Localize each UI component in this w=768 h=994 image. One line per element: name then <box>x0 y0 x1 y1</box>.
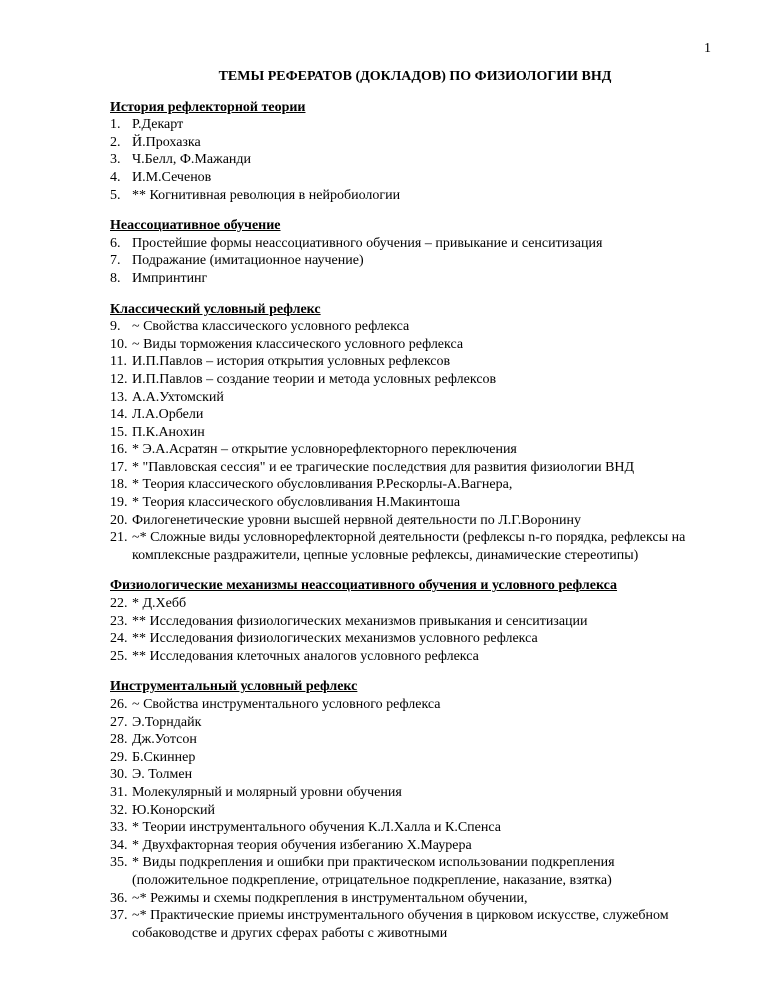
item-text: Л.А.Орбели <box>132 407 204 423</box>
item-text: * "Павловская сессия" и ее трагические последствия для развития физиологии ВНД <box>132 459 635 475</box>
item-text: Импринтинг <box>132 270 208 286</box>
list-item <box>110 766 710 784</box>
item-number: 4. <box>110 169 121 185</box>
item-text: Ч.Белл, Ф.Мажанди <box>132 152 252 168</box>
list-item <box>110 714 710 732</box>
item-text: ~ Свойства классического условного рефлекса <box>132 319 410 335</box>
page-number: 1 <box>704 41 711 56</box>
item-text: ~ Виды торможения классического условного рефлекса <box>132 336 464 352</box>
item-number: 8. <box>110 270 121 286</box>
topic-list <box>110 116 710 204</box>
item-text: Р.Декарт <box>132 117 184 133</box>
item-number: 6. <box>110 235 121 251</box>
topic-list <box>110 318 710 564</box>
list-item <box>110 819 710 837</box>
sections-container <box>110 99 710 943</box>
item-text: Э. Толмен <box>132 767 193 783</box>
item-number: 5. <box>110 187 121 203</box>
list-item <box>110 318 710 336</box>
item-text: * Д.Хебб <box>132 596 187 612</box>
page-title: ТЕМЫ РЕФЕРАТОВ (ДОКЛАДОВ) ПО ФИЗИОЛОГИИ ВНД <box>218 69 612 84</box>
item-number: 25. <box>110 648 128 664</box>
item-text: Дж.Уотсон <box>132 732 197 748</box>
section-heading: История рефлекторной теории <box>110 99 306 115</box>
item-number: 12. <box>110 371 128 387</box>
document-body <box>110 68 710 955</box>
topic-list <box>110 696 710 942</box>
item-number: 16. <box>110 442 128 458</box>
item-text: А.А.Ухтомский <box>132 389 224 405</box>
item-text: * Виды подкрепления и ошибки при практическом использовании подкрепления (положительное подкрепление, отрицательное подкрепление, наказание, взятка) <box>132 855 615 888</box>
list-item <box>110 613 710 631</box>
item-number: 33. <box>110 820 128 836</box>
item-text: П.К.Анохин <box>132 424 205 440</box>
item-number: 32. <box>110 802 128 818</box>
item-number: 29. <box>110 749 128 765</box>
list-item <box>110 731 710 749</box>
list-item <box>110 784 710 802</box>
list-item <box>110 134 710 152</box>
list-item <box>110 529 710 564</box>
item-number: 18. <box>110 477 128 493</box>
item-number: 14. <box>110 407 128 423</box>
item-text: * Теории инструментального обучения К.Л.Халла и К.Спенса <box>132 820 501 836</box>
list-item <box>110 494 710 512</box>
item-number: 36. <box>110 890 128 906</box>
list-item <box>110 459 710 477</box>
topic-list <box>110 595 710 665</box>
item-number: 28. <box>110 732 128 748</box>
item-number: 24. <box>110 631 128 647</box>
list-item <box>110 187 710 205</box>
list-item <box>110 749 710 767</box>
list-item <box>110 854 710 889</box>
item-number: 19. <box>110 495 128 511</box>
item-text: И.П.Павлов – история открытия условных рефлексов <box>132 354 451 370</box>
list-item <box>110 169 710 187</box>
list-item <box>110 648 710 666</box>
item-number: 27. <box>110 714 128 730</box>
list-item <box>110 890 710 908</box>
list-item <box>110 336 710 354</box>
item-text: ** Исследования физиологических механизмов условного рефлекса <box>132 631 538 647</box>
item-number: 20. <box>110 512 128 528</box>
item-number: 37. <box>110 908 128 924</box>
list-item <box>110 696 710 714</box>
item-text: И.М.Сеченов <box>132 169 212 185</box>
item-number: 3. <box>110 152 121 168</box>
item-number: 2. <box>110 134 121 150</box>
item-number: 11. <box>110 354 127 370</box>
item-text: * Теория классического обусловливания Н.Макинтоша <box>132 495 461 511</box>
item-text: Филогенетические уровни высшей нервной деятельности по Л.Г.Воронину <box>132 512 582 528</box>
item-text: ~* Сложные виды условнорефлекторной деятельности (рефлексы n-го порядка, рефлексы на комплексные раздражители, цепные условные рефлексы, динамические стереотипы) <box>132 530 686 563</box>
section-heading: Неассоциативное обучение <box>110 218 281 234</box>
list-item <box>110 116 710 134</box>
item-text: ~ Свойства инструментального условного рефлекса <box>132 697 441 712</box>
list-item <box>110 441 710 459</box>
item-number: 15. <box>110 424 128 440</box>
item-number: 30. <box>110 767 128 783</box>
item-text: * Э.А.Асратян – открытие условнорефлекторного переключения <box>132 442 517 458</box>
item-number: 35. <box>110 855 128 871</box>
item-text: Э.Торндайк <box>132 714 202 730</box>
list-item <box>110 151 710 169</box>
list-item <box>110 630 710 648</box>
list-item <box>110 371 710 389</box>
list-item <box>110 235 710 253</box>
section <box>110 577 710 665</box>
list-item <box>110 907 710 942</box>
list-item <box>110 512 710 530</box>
list-item <box>110 802 710 820</box>
list-item <box>110 424 710 442</box>
section-heading: Физиологические механизмы неассоциативного обучения и условного рефлекса <box>110 578 618 594</box>
topic-list <box>110 235 710 288</box>
item-text: * Теория классического обусловливания Р.Рескорлы-А.Вагнера, <box>132 477 513 493</box>
item-text: ~* Практические приемы инструментального обучения в цирковом искусстве, служебном собаководстве и других сферах работы с животными <box>132 908 669 941</box>
section-heading: Классический условный рефлекс <box>110 301 321 317</box>
section-heading: Инструментальный условный рефлекс <box>110 679 358 695</box>
section <box>110 678 710 942</box>
section <box>110 99 710 205</box>
item-number: 1. <box>110 117 121 133</box>
list-item <box>110 389 710 407</box>
list-item <box>110 595 710 613</box>
item-number: 31. <box>110 784 128 800</box>
item-text: ~* Режимы и схемы подкрепления в инструментальном обучении, <box>132 890 528 906</box>
item-text: И.П.Павлов – создание теории и метода условных рефлексов <box>132 371 497 387</box>
item-text: ** Исследования физиологических механизмов привыкания и сенситизации <box>132 613 588 629</box>
list-item <box>110 252 710 270</box>
item-number: 10. <box>110 336 128 352</box>
item-text: * Двухфакторная теория обучения избеганию Х.Маурера <box>132 837 472 853</box>
list-item <box>110 353 710 371</box>
item-number: 9. <box>110 319 121 335</box>
item-text: Подражание (имитационное научение) <box>132 253 364 269</box>
item-number: 21. <box>110 530 128 546</box>
section <box>110 301 710 565</box>
item-number: 17. <box>110 459 128 475</box>
item-number: 34. <box>110 837 128 853</box>
item-text: ** Когнитивная революция в нейробиологии <box>132 187 401 203</box>
item-text: Молекулярный и молярный уровни обучения <box>132 784 402 800</box>
item-number: 23. <box>110 613 128 629</box>
item-text: Б.Скиннер <box>132 749 196 765</box>
section <box>110 217 710 287</box>
list-item <box>110 270 710 288</box>
list-item <box>110 406 710 424</box>
item-number: 7. <box>110 253 121 269</box>
list-item <box>110 476 710 494</box>
item-text: ** Исследования клеточных аналогов условного рефлекса <box>132 648 479 664</box>
item-number: 26. <box>110 697 128 712</box>
item-text: Ю.Конорский <box>132 802 216 818</box>
item-number: 13. <box>110 389 128 405</box>
item-text: Простейшие формы неассоциативного обучения – привыкание и сенситизация <box>132 235 603 251</box>
list-item <box>110 837 710 855</box>
item-text: Й.Прохазка <box>132 134 201 150</box>
item-number: 22. <box>110 596 128 612</box>
